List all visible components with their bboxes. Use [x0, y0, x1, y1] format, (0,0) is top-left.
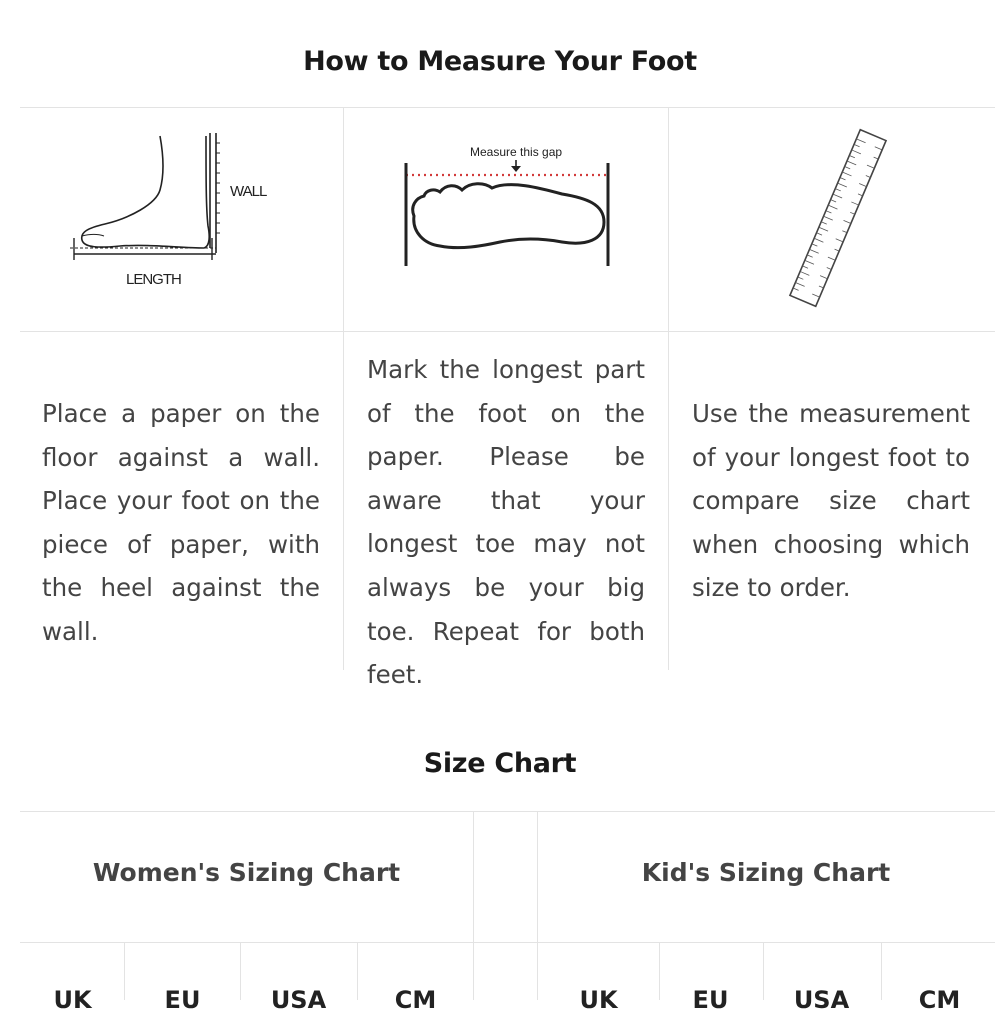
gap-label: Measure this gap: [470, 145, 563, 159]
length-label: LENGTH: [126, 271, 181, 288]
foot-against-wall-illustration: [60, 108, 300, 330]
step-2-text: Mark the longest part of the foot on the paper. Please be aware that your longest toe may not always be your big toe. Repeat for both feet.: [367, 355, 645, 690]
kids-col-uk: UK: [579, 986, 618, 1014]
divider: [473, 811, 474, 1000]
step-1-text: Place a paper on the floor against a wall. Place your foot on the piece of paper, with the heel against the wall.: [42, 399, 320, 646]
step-3-text: Use the measurement of your longest foot to compare size chart when choosing which size to order.: [692, 399, 970, 603]
measure-title: How to Measure Your Foot: [303, 46, 697, 77]
kids-col-eu: EU: [692, 986, 729, 1014]
kids-sizing-heading: Kid's Sizing Chart: [641, 858, 891, 887]
divider: [668, 107, 669, 670]
divider: [20, 811, 995, 812]
divider: [343, 107, 344, 670]
women-col-uk: UK: [53, 986, 92, 1014]
women-col-eu: EU: [164, 986, 201, 1014]
kids-col-cm: CM: [918, 986, 961, 1014]
ruler-illustration: [720, 108, 960, 330]
wall-label: WALL: [230, 183, 267, 200]
women-sizing-heading: Women's Sizing Chart: [92, 858, 401, 887]
kids-col-usa: USA: [793, 986, 850, 1014]
foot-outline-illustration: [390, 108, 630, 330]
women-col-usa: USA: [270, 986, 327, 1014]
size-chart-title: Size Chart: [423, 748, 577, 779]
divider: [20, 942, 995, 943]
divider: [537, 811, 538, 1000]
divider: [20, 331, 995, 332]
women-col-cm: CM: [394, 986, 437, 1014]
